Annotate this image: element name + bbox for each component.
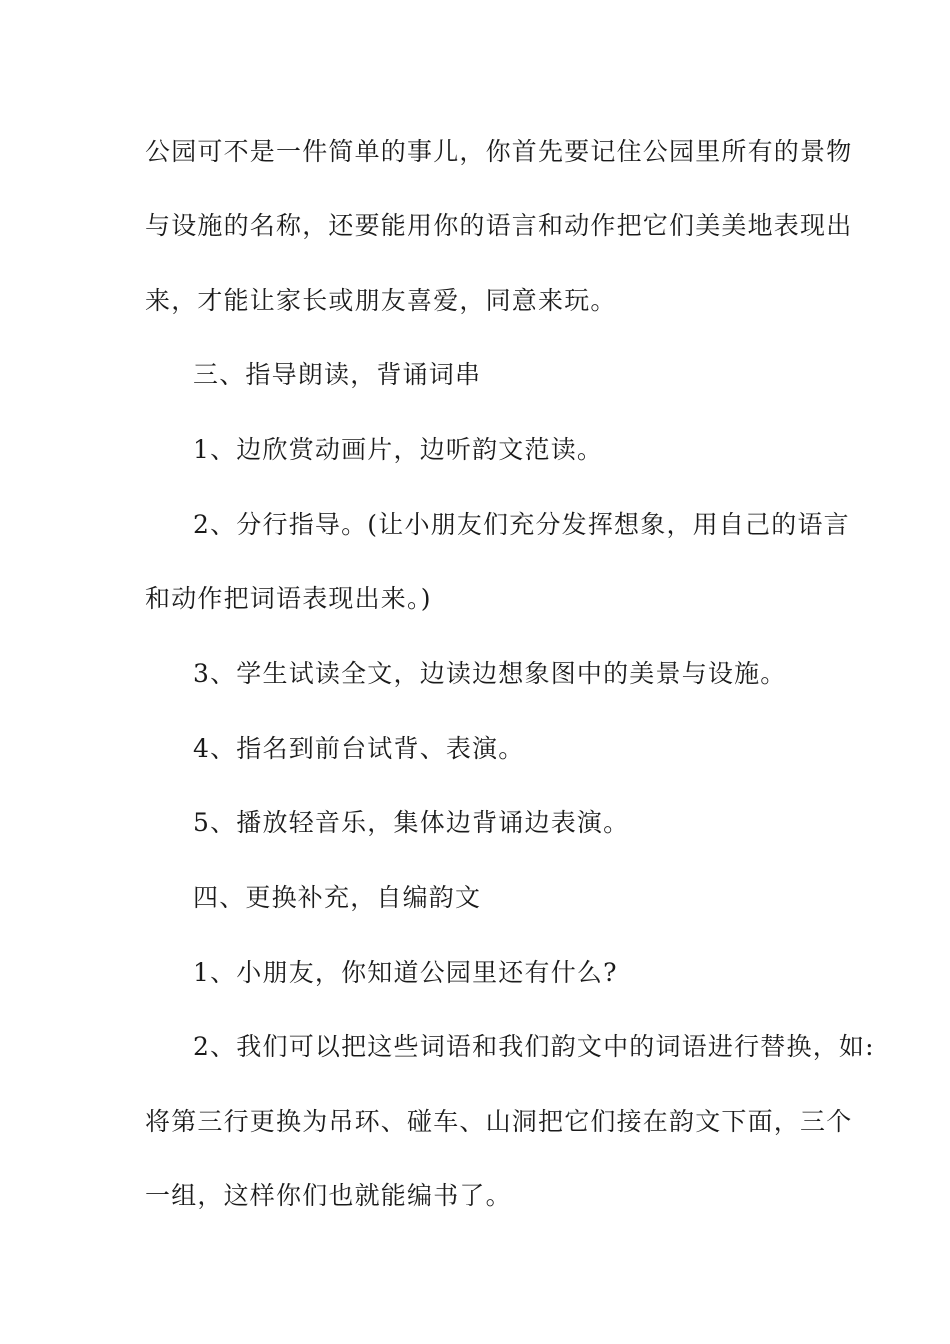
paragraph-line: 来，才能让家长或朋友喜爱，同意来玩。 (145, 286, 617, 315)
list-item: 5、播放轻音乐，集体边背诵边表演。 (193, 808, 630, 837)
list-item: 1、小朋友，你知道公园里还有什么? (193, 958, 618, 987)
section-heading: 四、更换补充，自编韵文 (193, 883, 482, 912)
list-item: 2、分行指导。(让小朋友们充分发挥想象，用自己的语言 (193, 510, 850, 539)
paragraph-line: 一组，这样你们也就能编书了。 (145, 1181, 512, 1210)
list-item: 1、边欣赏动画片，边听韵文范读。 (193, 435, 604, 464)
paragraph-line: 公园可不是一件简单的事儿，你首先要记住公园里所有的景物 (145, 137, 853, 166)
section-heading: 三、指导朗读，背诵词串 (193, 360, 482, 389)
paragraph-line: 将第三行更换为吊环、碰车、山洞把它们接在韵文下面，三个 (145, 1107, 853, 1136)
list-item: 4、指名到前台试背、表演。 (193, 734, 525, 763)
paragraph-line: 和动作把词语表现出来。) (145, 584, 432, 613)
paragraph-line: 与设施的名称，还要能用你的语言和动作把它们美美地表现出 (145, 211, 853, 240)
list-item: 3、学生试读全文，边读边想象图中的美景与设施。 (193, 659, 787, 688)
list-item: 2、我们可以把这些词语和我们韵文中的词语进行替换，如: (193, 1032, 875, 1061)
